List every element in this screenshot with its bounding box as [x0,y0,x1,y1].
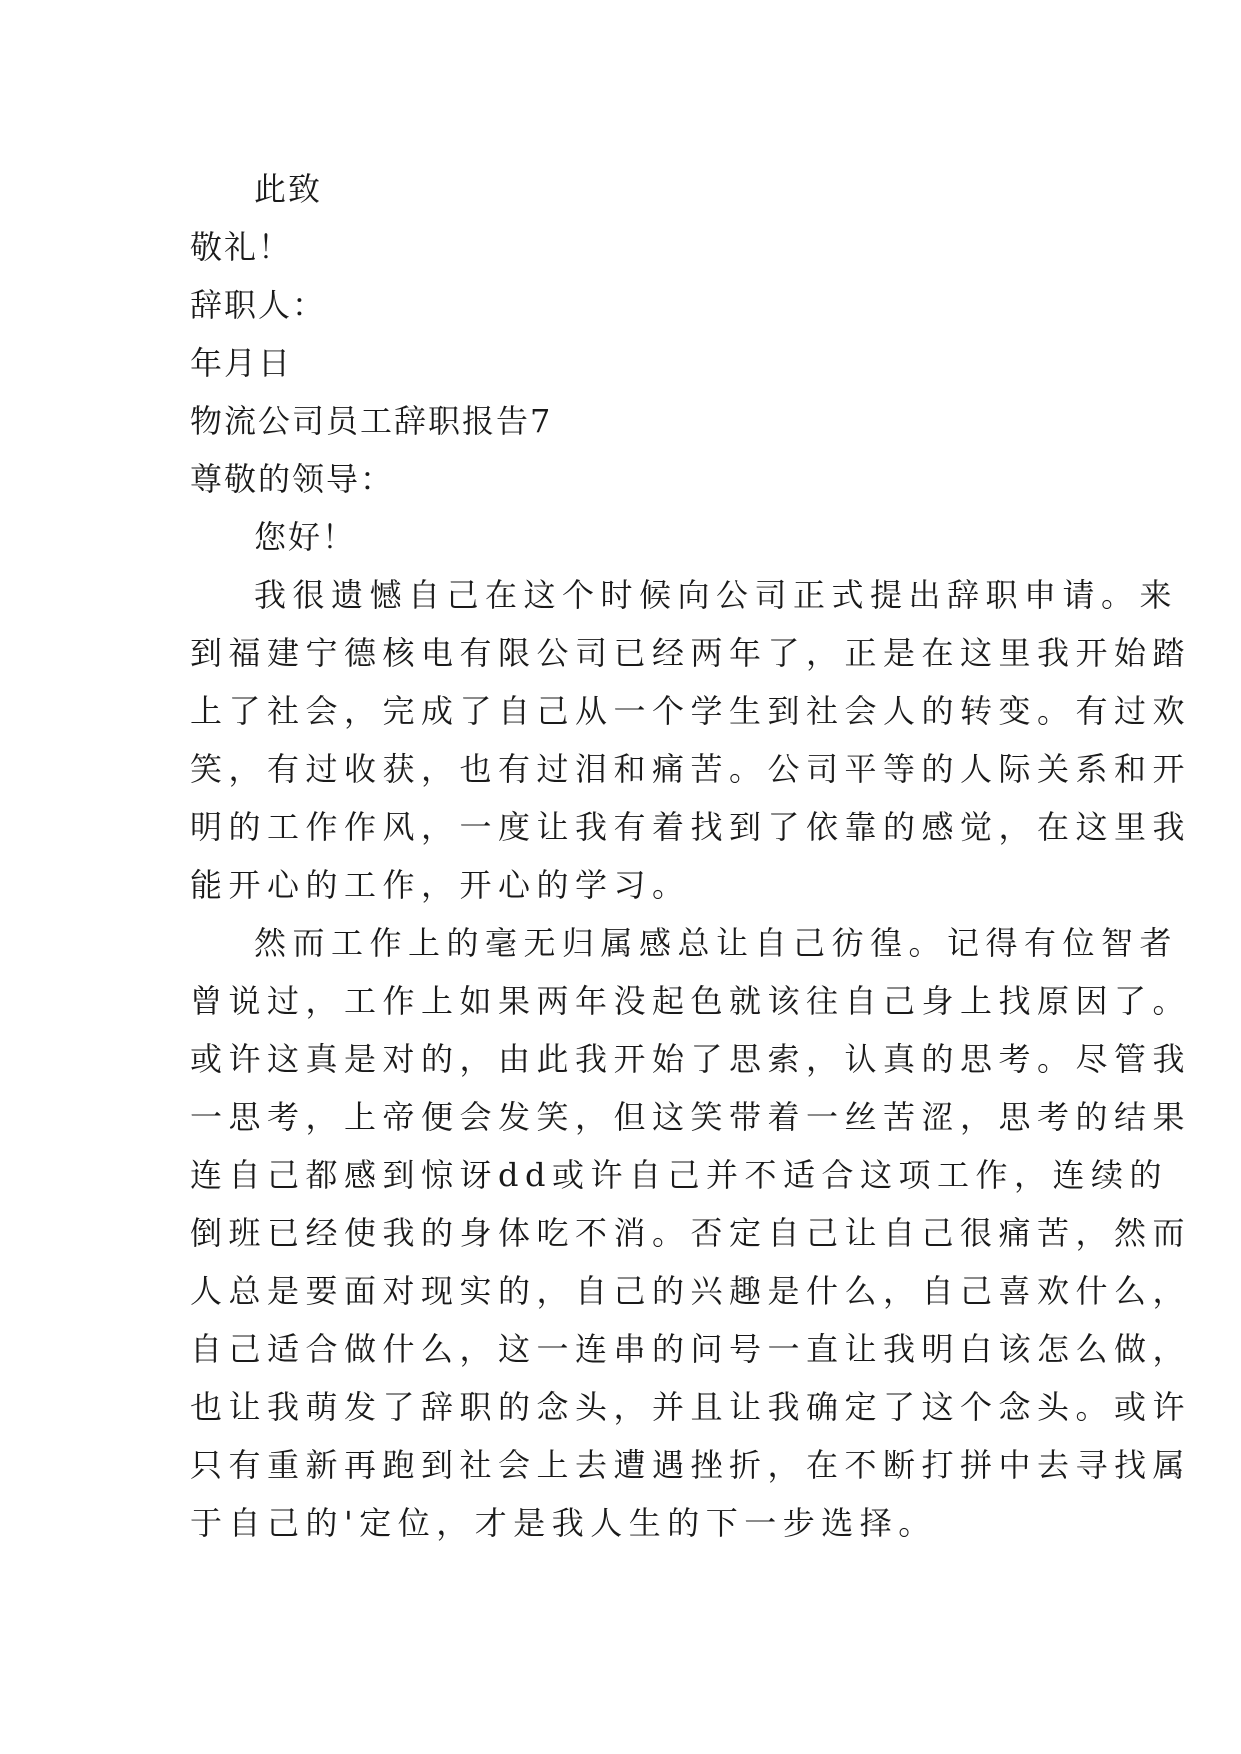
closing-salute: 此致 [254,170,323,208]
document-page [190,160,1192,1552]
paragraph-line: 能开心的工作，开心的学习。 [190,866,691,904]
paragraph-line: 或许这真是对的，由此我开始了思索，认真的思考。尽管我 [190,1040,1192,1078]
paragraph-line: 连自己都感到惊讶dd或许自己并不适合这项工作，连续的 [190,1156,1168,1194]
paragraph-line: 也让我萌发了辞职的念头，并且让我确定了这个念头。或许 [190,1388,1192,1426]
paragraph-line: 我很遗憾自己在这个时候向公司正式提出辞职申请。来 [254,576,1179,614]
paragraph-line: 人总是要面对现实的，自己的兴趣是什么，自己喜欢什么， [190,1272,1192,1310]
paragraph-line: 一思考，上帝便会发笑，但这笑带着一丝苦涩，思考的结果 [190,1098,1192,1136]
paragraph-line: 到福建宁德核电有限公司已经两年了，正是在这里我开始踏 [190,634,1192,672]
paragraph-2 [190,914,1192,1552]
paragraph-line: 倒班已经使我的身体吃不消。否定自己让自己很痛苦，然而 [190,1214,1192,1252]
addressee: 尊敬的领导： [190,460,395,498]
paragraph-1 [190,566,1192,914]
paragraph-line: 曾说过，工作上如果两年没起色就该往自己身上找原因了。 [190,982,1192,1020]
paragraph-line: 上了社会，完成了自己从一个学生到社会人的转变。有过欢 [190,692,1192,730]
paragraph-line: 于自己的'定位，才是我人生的下一步选择。 [190,1504,937,1542]
report-title: 物流公司员工辞职报告7 [190,402,553,440]
paragraph-line: 明的工作作风，一度让我有着找到了依靠的感觉，在这里我 [190,808,1192,846]
paragraph-line: 然而工作上的毫无归属感总让自己彷徨。记得有位智者 [254,924,1179,962]
paragraph-line: 自己适合做什么，这一连串的问号一直让我明白该怎么做， [190,1330,1192,1368]
paragraph-line: 笑，有过收获，也有过泪和痛苦。公司平等的人际关系和开 [190,750,1192,788]
closing-respect: 敬礼！ [190,228,293,266]
greeting: 您好！ [254,518,357,556]
date-label: 年月日 [190,344,293,382]
signer-label: 辞职人： [190,286,327,324]
paragraph-line: 只有重新再跑到社会上去遭遇挫折，在不断打拼中去寻找属 [190,1446,1192,1484]
